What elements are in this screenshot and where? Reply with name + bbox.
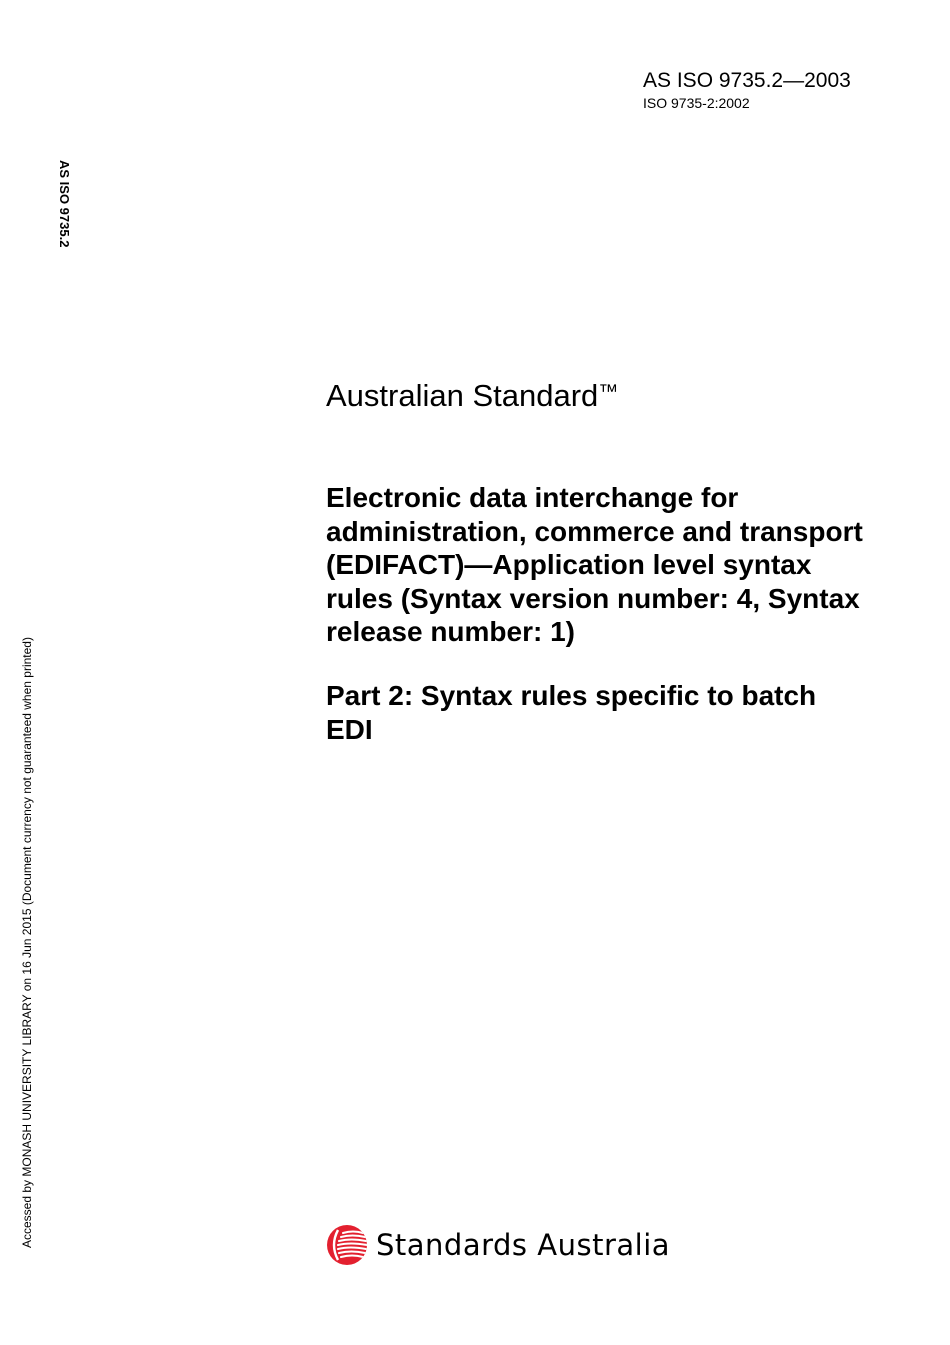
iso-number: ISO 9735-2:2002	[643, 95, 750, 111]
standard-type-text: Australian Standard	[326, 378, 599, 413]
standard-number: AS ISO 9735.2—2003	[643, 69, 851, 92]
publisher-name: Standards Australia	[376, 1228, 671, 1262]
access-note	[18, 598, 38, 1248]
spine-label	[56, 160, 72, 260]
spine-label-text: AS ISO 9735.2	[57, 160, 72, 248]
standards-australia-logo-icon	[326, 1224, 368, 1266]
publisher-block	[326, 1224, 670, 1266]
document-title: Electronic data interchange for administration, commerce and transport (EDIFACT)—Application level syntax rules (Syntax version number: 4, Syntax release number: 1)	[326, 482, 863, 647]
part-title: Part 2: Syntax rules specific to batch EDI	[326, 680, 817, 745]
access-note-text: Accessed by MONASH UNIVERSITY LIBRARY on 16 Jun 2015 (Document currency not guaranteed when printed)	[20, 637, 34, 1248]
standard-type	[326, 377, 618, 415]
trademark-symbol: ™	[598, 381, 619, 403]
